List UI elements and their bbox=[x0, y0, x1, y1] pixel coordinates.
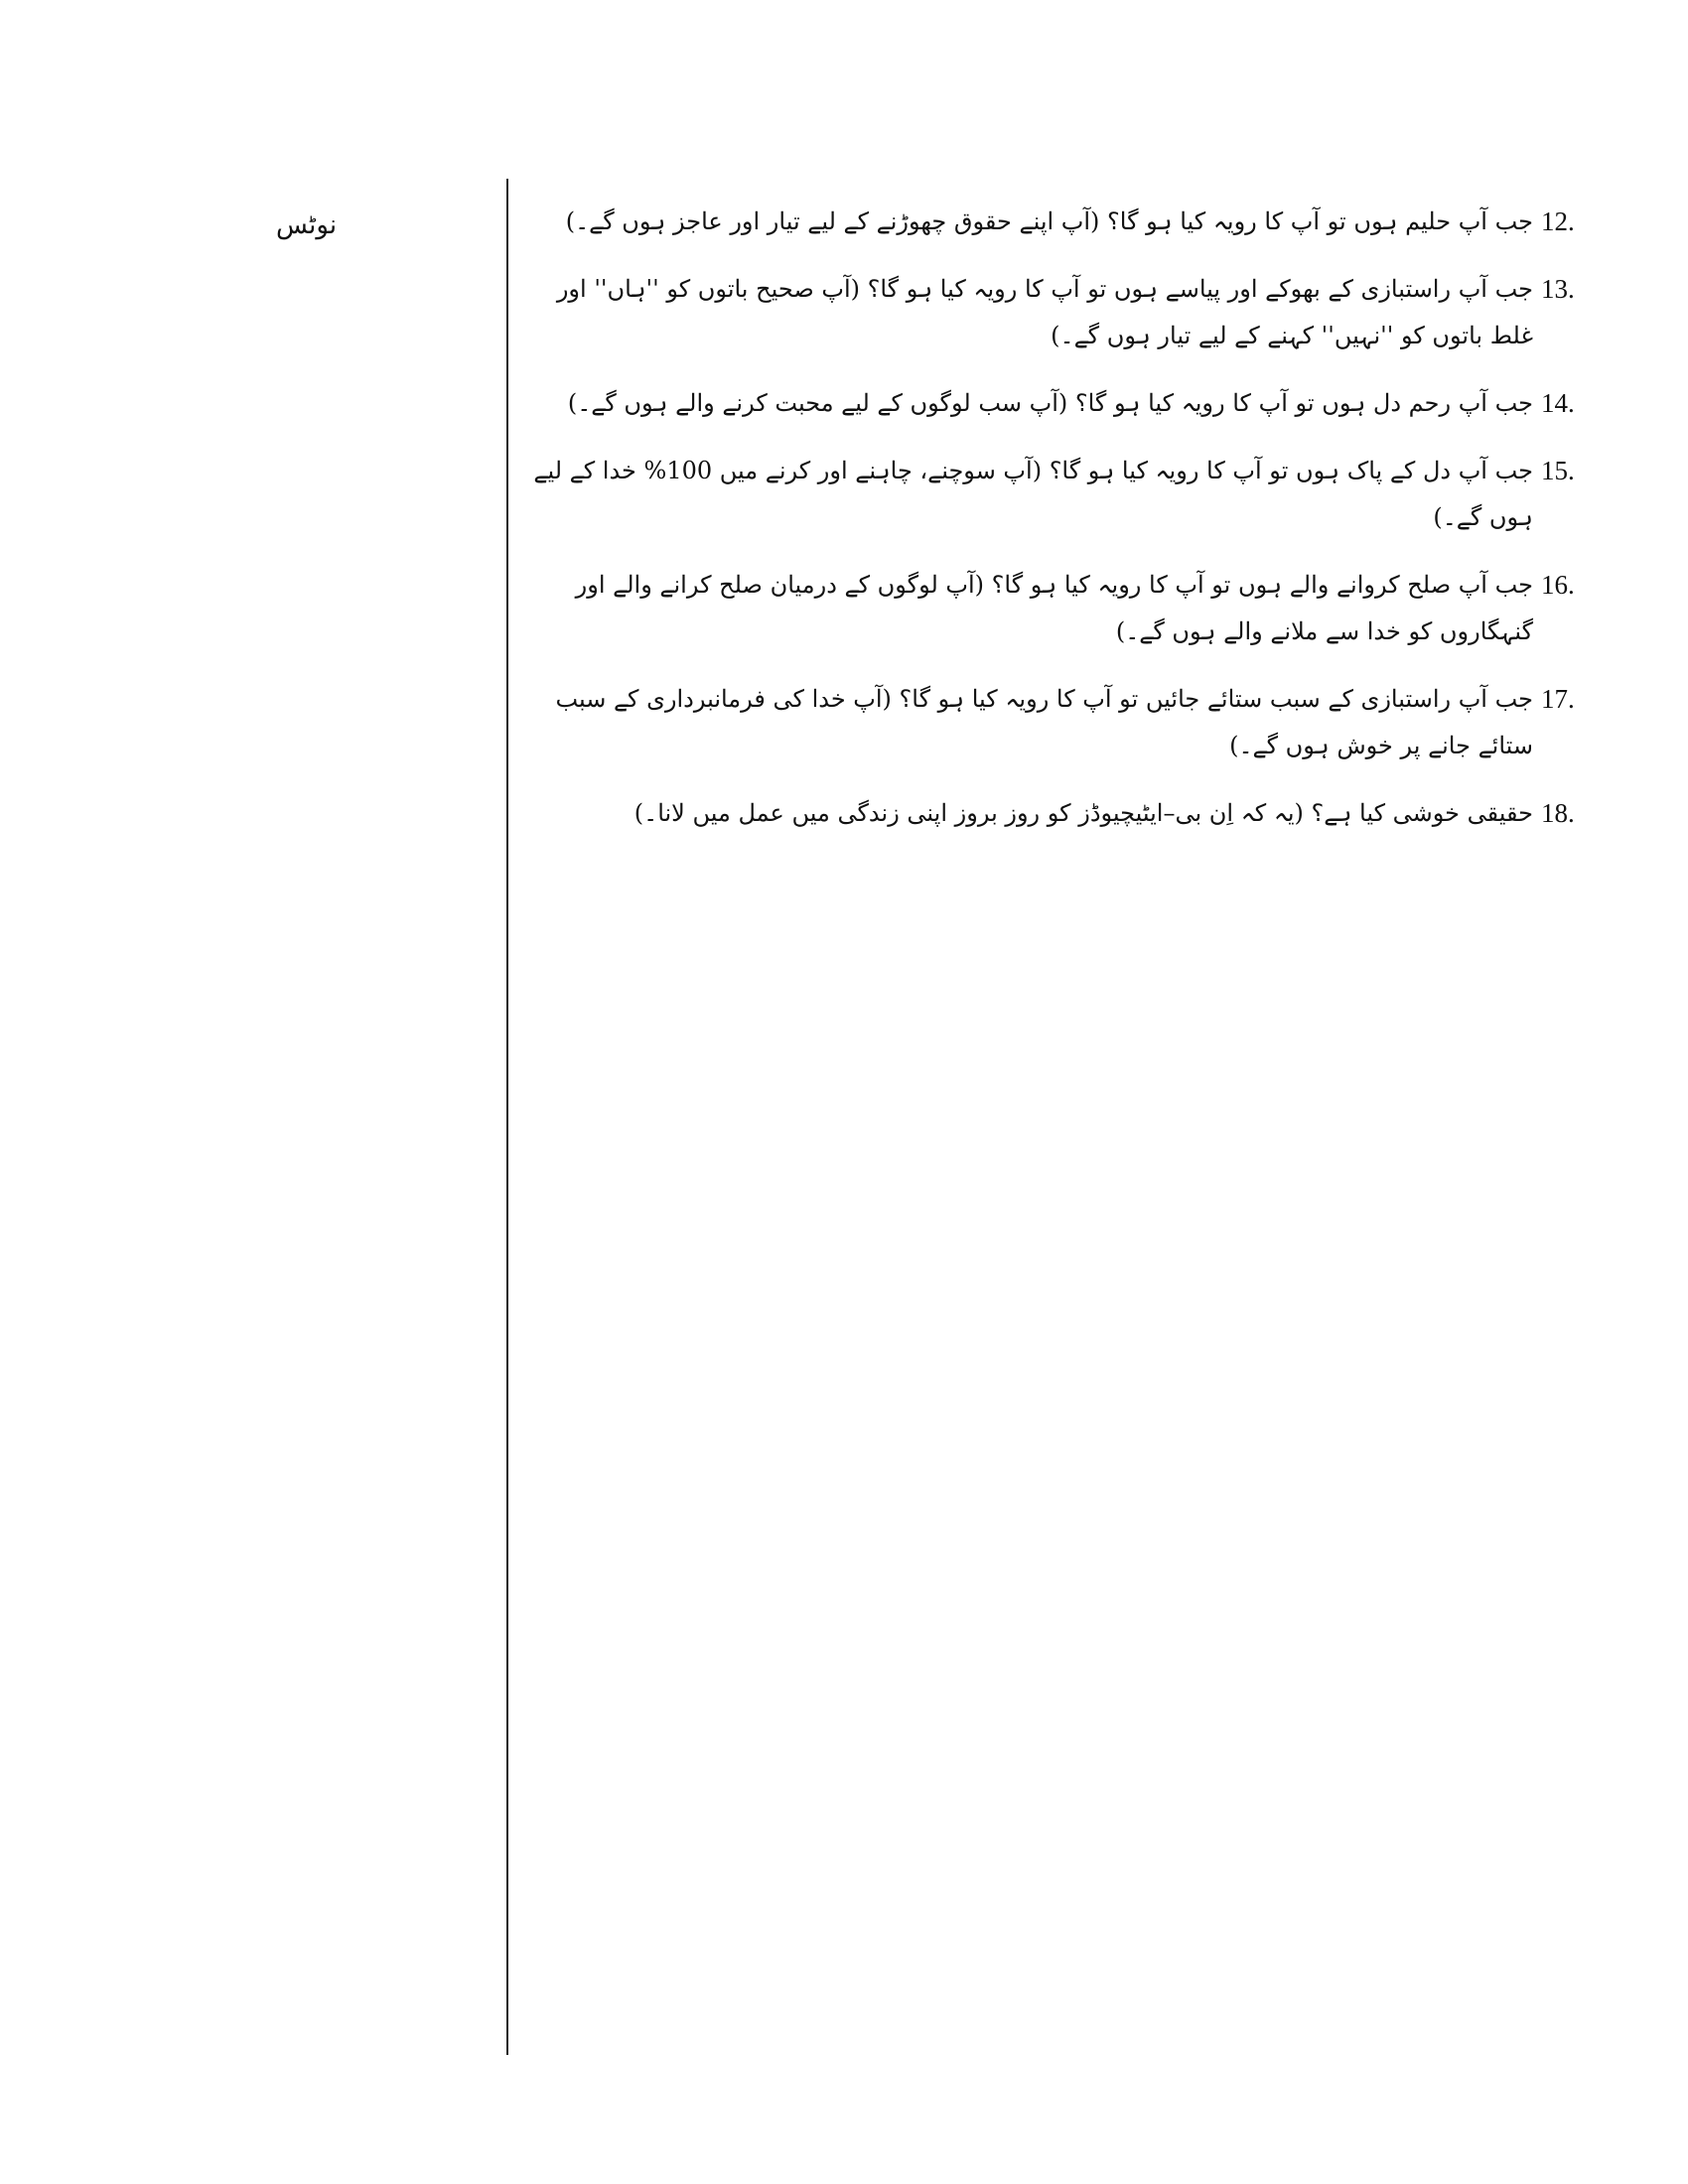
question-item bbox=[531, 380, 1589, 427]
question-number: 17. bbox=[1541, 684, 1575, 714]
question-number: 14. bbox=[1541, 388, 1575, 418]
question-item bbox=[531, 266, 1589, 359]
question-list bbox=[531, 199, 1589, 837]
question-text: جب آپ حلیم ہوں تو آپ کا رویہ کیا ہو گا؟ (آپ اپنے حقوق چھوڑنے کے لیے تیار اور عاجز ہوں گے۔) bbox=[565, 207, 1533, 235]
notes-label: نوٹس bbox=[276, 210, 338, 240]
column-divider bbox=[506, 179, 508, 2055]
question-number: 12. bbox=[1541, 206, 1575, 236]
question-number: 13. bbox=[1541, 274, 1575, 304]
question-item bbox=[531, 790, 1589, 837]
question-item bbox=[531, 448, 1589, 541]
question-number: 18. bbox=[1541, 798, 1575, 828]
question-item bbox=[531, 676, 1589, 769]
question-item bbox=[531, 199, 1589, 245]
question-text: جب آپ راستبازی کے سبب ستائے جائیں تو آپ کا رویہ کیا ہو گا؟ (آپ خدا کی فرمانبرداری کے سبب ستائے جانے پر خوش ہوں گے۔) bbox=[555, 685, 1533, 759]
question-text: جب آپ دل کے پاک ہوں تو آپ کا رویہ کیا ہو گا؟ (آپ سوچنے، چاہنے اور کرنے میں 100% خدا کے لیے ہوں گے۔) bbox=[533, 457, 1533, 531]
question-number: 16. bbox=[1541, 570, 1575, 600]
question-text: جب آپ رحم دل ہوں تو آپ کا رویہ کیا ہو گا؟ (آپ سب لوگوں کے لیے محبت کرنے والے ہوں گے۔) bbox=[567, 389, 1533, 417]
question-text: حقیقی خوشی کیا ہے؟ (یہ کہ اِن بی–ایٹیچیوڈز کو روز بروز اپنی زندگی میں عمل میں لانا۔) bbox=[633, 799, 1533, 827]
question-number: 15. bbox=[1541, 456, 1575, 485]
question-text: جب آپ صلح کروانے والے ہوں تو آپ کا رویہ کیا ہو گا؟ (آپ لوگوں کے درمیان صلح کرانے والے اور گنہگاروں کو خدا سے ملانے والے ہوں گے۔) bbox=[575, 571, 1533, 645]
question-text: جب آپ راستبازی کے بھوکے اور پیاسے ہوں تو آپ کا رویہ کیا ہو گا؟ (آپ صحیح باتوں کو ''ہاں'' اور غلط باتوں کو ''نہیں'' کہنے کے لیے تیار ہوں گے۔) bbox=[556, 275, 1533, 349]
question-item bbox=[531, 562, 1589, 655]
